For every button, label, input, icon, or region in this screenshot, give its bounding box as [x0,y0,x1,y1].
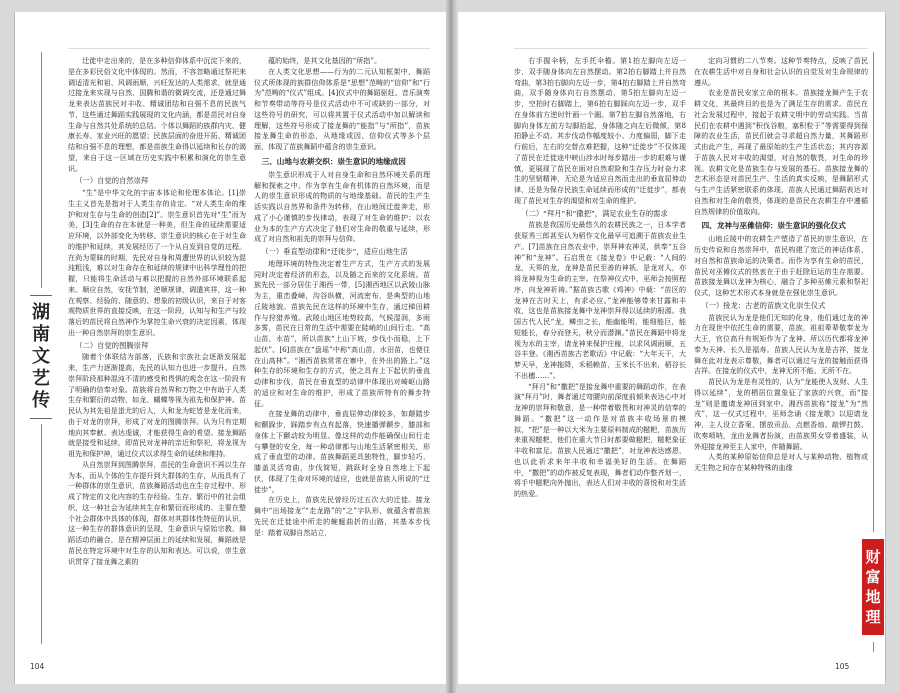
subsection-heading: （一）接龙：古老的苗族文化崇生仪式 [701,300,826,310]
section-heading: 四、龙神与巫傩信仰：崇生意识的强化仪式 [701,221,846,231]
page-number: 104 [30,662,45,671]
section-label-right: 财富地理 [862,539,884,635]
left-page [14,12,446,684]
paragraph: “拜月”和“撒把”是接龙舞中重要的舞蹈动作，在表演“拜月”时，舞者通过弯腰向前深度前倾来表达心中对龙神的崇拜和敬意，是一种带着敬畏和对神灵的信奉的舞蹈。“撒把”这一动作是对苗族丰收场景的模拟，“把”是一种以大米为主要原料制成的糍粑，苗族历来重视糍粑，他们在重大节日时都要做糍粑，糍粑象征丰收和富足。苗族人民通过“撒把”，对龙神表达感恩，也以此祈求来年丰收和幸福美好的生活。在舞蹈中，“撒把”的动作被反复表现，舞者们动作整齐划一，将手中糍粑向外抛出，表达人们对丰收的喜悦和对生活的热爱。 [514,381,686,498]
paragraph: 蕴的始终，是其文化基因的“所指”。 [268,56,382,65]
page-number: 105 [835,662,850,671]
paragraph: “生”是中华文化的宇宙本体论和伦理本体论。[1]崇生主义首先是指对于人类生存的肯定。“对人类生命的维护和对生存与生命的创造[2]”。崇生意识首先对“生”而为美，[3]生命的存在本就是一种美，但生命的延续需要适应环境，以外部变化为转移。崇生意识的核心在于对生命的维护和延续，其发展经历了一个从自发到自觉的过程。在尚为蒙昧的时期，先民对自身和周遭世界的认识较为混沌粗浅，难以对生命存在和延续的规律中出科学理性的把握，只能将生命活动与难以把握的自然外部环境联系起来。顺应自然，安抚节制，逆顺规律，调遣宾祥，这一种在观察、经验的、随意的、想象的初级认识，来自于对客观物质世界的直接反映，在这一阶段，认知与和生产与较落后的苗民将自然神作为掌控生命兴衰的决定因素，体现出一种自然崇拜的崇生意识。 [68,188,246,337]
paragraph: 从自然崇拜到图腾崇拜，苗民的生命意识不再以生存为本，而从个体的生存提升到大群体的生存，从而具有了一种群体的崇生意识，苗族舞蹈活动也在生存过程中，形成了特定的文化内容的生存经验。生存、繁衍中的社会组织，这一种社会为延续其生存和繁衍而形成的、主要在整个社会群体中具体的体现，群体对其群体性特征的认识，这一种生存的群体意识的呈现，生命意识与原始宗教、舞蹈活动的融合，是在精神层面上的延续和发展，舞蹈就是苗民在特定环境中对生存的认知和表达。可以说，崇生意识贯穿了接龙舞之素的 [68,459,246,566]
paragraph: 迁徙中走出来的，是在多种信仰体系中沉淀下来的，是在多彩民俗文化中体现的。然而，不容忽略通过祭祀来调适清光和祖、风调雨顺，兴旺发达的人类需求，就是通过接龙来实现与自然、国腾和谐的微调交流，还是通过舞龙来表达苗族民对丰收、精诚团结和自强不息的民族气节，这些通过舞蹈实践展现的文化内涵，都是苗民对自身生命与自然共处系统的总结。个体以舞蹈的族群内灾、健康长寿、家业兴旺的愿望；民族层面的奋进开拓、精诚团结和自强不息的理想，都是苗族生命得以延续和长存的渴望，来自于这一区域在历史实践中积累和演化的崇生意识。 [68,56,246,173]
sidebar-rule-bottom [41,424,42,644]
right-page [458,12,886,684]
text-column [68,56,246,656]
paragraph: 在人类文化思想——行为的二元认知框架中，舞蹈仪式所体现的族群信仰体系是“思想”范畴的“信仰”和“行为”范畴的“仪式”组成。[4]仪式中的舞蹈驱赶、音乐演奏和节奏带动等符号是仪式活动中不可或缺的一部分，对这些符号的研究，可以将其置于仪式活动中加以解读和理解，这些符号形成了接龙舞的“能指”与“所指”，苗族接龙舞生命的形态，从地缘或因、信仰仪式等多个层面，体现了苗族舞蹈中蕴含的崇生意识。 [254,66,430,151]
top-rule [514,48,868,49]
paragraph: 右手握伞柄，左手托伞檐。第1拍左脚向左迈一步，双手随身体向左自然摆动。第2拍右脚踏上并自然弯曲，第3拍右脚向左迈一步，第4拍右脚踏上并自然弯曲，双手随身体向右自然摆动，第5拍左脚向左迈一步，空拍时右脚踏上，第6拍右脚踩向左迈一步，双手在身体前方逆时针画一个圈。第7拍左脚自然落地，右脚向身体左前方勾脚抬起，身体随之向左后微倾，第8拍静止不动。其步伐动作幅度较小、力度偏弱，脚下走行前后，左右的交替点难把握，这种“迁徙步”不仅体现了苗民在迁徙途中峡山涉水时每步踏出一步的艰难与谨慎，更展现了苗民在面对自然艰险和生存压力时奋力求生的坚韧精神，无论是为适应自然而走出的垂直屈伸动律，还是为保存民族生命延续而形成的“迁徙步”，都表现了苗民对生存的渴望和对生命的维护。 [514,56,686,205]
subsection-heading: （一）垂直型动律和“迁徙步”，适应山地生活 [261,247,408,256]
left-sidebar [24,12,58,684]
sidebar-rule-top [873,52,874,532]
paragraph: 苗族民认为龙是他们无知的化身，他们通过龙的神力在现世中依托生命的需要，苗族，祖祖辈辈敬奉龙为大王，官位高升有规矩作为了龙神。所以历代都将龙神奉为天神、长久是福寿。苗族人民认为龙是吉祥，接龙舞在此对龙表示尊敬，舞者可以通过与龙的接触而获得吉祥。在接龙的仪式中，龙神无所不能、无所不在。 [694,312,868,376]
paragraph: 地理环境的特性决定着生产方式，生产方式的发展同时决定着经济的形态，以及随之而来的文化系统。苗族先民一部分居住于湘西一带，[5]湘西地区以武陵山脉为主，重峦叠嶂，沟谷纵横，河流密布，是典型的山地丘陵地貌。苗族先民在这样的环境中生存，通过梯田耕作与狩猎养殖。武陵山地区地势较高，气候湿润，多雨多雾，苗民在日常的生活中需要在陡峭的山间行走。“高山苗，水苗”，所以苗族“上山下坡，步伐小而稳，上下起伏”。[6]苗族在“盘瑶”中称“高山苗，水田苗，也便住在山高林”。“湘西苗族常常在寨中，在外出的路上。”这种生存的环境和生存的方式，使之具有上下起伏的垂直动律和步伐，苗民在垂直型的动律中体现出对崎岖山路的适应和对生命的维护，形成了苗族所特有的舞步特征。 [254,258,430,408]
text-column [694,56,868,656]
top-rule [68,48,430,49]
paragraph: 农业是苗民安家立命的根本。苗族接龙舞产生于农耕文化，其最终目的也是为了满足生存的需求。苗民在社会发展过程中，接起于农耕文明中的劳动实践。当苗民们在农耕中遇到“积伐谷粮，塞积粒于”等需要得到保障的农业生活，苗民们就会寻求超自然力量，其舞蹈形式由此产生，再现了最原始的生产生活状态；其内容源于苗族人民对丰收的渴望，对自然的敬畏，对生命的珍视。农耕文化是苗族生存与发展的基石。苗族接龙舞的艺术形态是对苗民生产、生活的真实反映，是舞蹈形式与生产生活紧密联系的体现，苗族人民通过舞蹈表达对自然和对生命的敬畏，体现的是苗民在农耕生存中遵循自然规律的价值取向。 [694,88,868,216]
text-column [254,56,430,656]
subsection-heading: （二）自觉的图腾崇拜 [75,340,149,350]
subsection-heading: （二）“拜月”和“撒把”，满足农业生存的需求 [521,208,668,218]
text-column [514,56,686,656]
paragraph: 人类的某种原始信仰总是对人与某种动物、植物或无生物之间存在某种特殊的血缘 [694,452,868,472]
paragraph: 定向习惯的二八节奏。这种节奏特点，反映了苗民在农耕生活中对自身和社会认识的自觉及对生命规律的遵从。 [694,56,868,87]
paragraph: 苗民认为龙是有灵性的，认为“龙能使人发财、人生得以延续”，龙的栖居位置象征了家族的兴衰，而“接龙”则是邀请龙神回到家中。湘西苗族称“接龙”为“然戎”，这一仪式过程中，巫师念诵《接龙歌》以迎请龙神，主人设立香案、摆放贡品、点燃香烛、敲锣打鼓、吹奏唢呐，龙由龙舞者扮演，由苗族男女穿着盛装，从外迎接龙神至主人家中，伴随舞蹈。 [694,377,868,451]
subsection-heading: （一）自觉的自然崇拜 [75,176,149,186]
sidebar-rule-bottom [873,642,874,652]
paragraph: 苗族是我国历史最悠久的农耕民族之一，日本学者获原秀三郎甚至认为稻作文化最早可追溯于苗族农业生产。[7]苗族在自然农业中，崇拜神农神灵，供奉“五谷神”和“龙神”。石启贵在《接龙卷》中记载：“人间的龙，天界的龙，龙神是苗民至善的神祇，是龙对人，亦将龙神视为生命的主宰。在祭神仪式中，巫师会按照程序，向龙神祈祷。”据苗族古歌《鸡神》中载：“苗区的龙神在古时天上，有求必应。”龙神能够带来甘露和丰收，这也是苗族接龙舞中龙神崇拜得以延续的根源。我国古代人民“龙，鳞虫之长，能幽能明，能细能巨，能短能长，春分而登天，秋分而潜渊。”苗民在舞蹈中将龙视为水的主宰，请龙神来保护庄稼，以求风调雨顺，五谷丰登。《湘西苗族古老歌话》中记载：“大年天干，大梦天早，龙神拖降，禾稻赖苗，玉米长不出来，稻谷长不出穗……”。 [514,220,686,380]
paragraph: 山地丘陵中的农耕生产塑造了苗民的崇生意识，在历史传说和自然崇拜中，苗民构建了宽泛的神话体系，对自然和苗族命运的决策者。而作为享有生命的苗民，苗民对巫傩仪式的热衷在于由于赶除厄运的生存需要。苗族接龙舞以龙神为核心，融合了多种巫傩元素和祭祀仪式，这种艺术形式本身就是在强化崇生意识。 [694,234,868,297]
book-gutter [446,0,458,693]
paragraph: 崇生意识形成于人对自身生命和自然环境关系的理解和探索之中。作为享有生命有机体的自然环境，而是人的崇生意识形成的物质的与地缘基础。苗民的生产生活实践以自然界和条件为转移，在山地间迁徙奔走，形成了小心谨慎的步伐律动，表现了对生命的维护；以农业为本的生产方式决定了他们对生命的敬重与延续，形成了对自然和祖先的崇拜与信仰。 [254,169,430,244]
paragraph: 随着个体联结为部落，氏族和宗族社会逐渐发展起来，生产力逐渐提高，先民的认知力也进一步提升。自然崇拜阶段那种混沌不清的感受和畏惧的观念在这一阶段有了明确的信奉对象。苗族将自然界和万物之中有助于人类生存和繁衍的动物，如龙、蝴蝶等视为祖先和保护神。苗民认为其先祖是蚩尤的后人，人和龙为蛇皆是龙化而来，由于对龙的崇拜，形成了对龙的图腾崇拜。认为只有定期地向其奉献、表达虔诚，才能获得生命的希望。接龙舞蹈就是接受和延续，即苗民对龙神的亲近和祭祀，将龙视为祖先和保护神，通过仪式以求得生命的延续和维持。 [68,352,246,458]
paragraph: 在历史上，苗族先民曾经历过五次大的迁徙。接龙舞中“出场接龙”“走龙路”的“之”字队形，就蕴含着苗族先民在迁徙途中所走的蜿蜒曲折的山路，其基本步伐是：踏着双脚自然站立， [254,495,430,537]
section-heading: 三、山地与农耕交织：崇生意识的地缘成因 [261,156,406,166]
section-label-left: 湖南文艺传 [30,295,52,419]
sidebar-rule-top [41,52,42,288]
paragraph: 在接龙舞的动律中，垂直屈伸动律较多，如颠踏步和颤跺步，踩踏步有点有起落，快速播弹颤步，膝部和身体上下颤动较为明显。像这样的动作能确保山间行走与攀登的安全，每一种动律都与山地生活紧密相关，形成了垂直型的动律。苗族舞蹈更具独特性，脚步轻巧，膝盖灵活弯曲，步伐简短，跳跃时全身自然地上下起伏，体现了生命对环境的适应，也就是苗族人所说的“迁徙步”。 [254,409,430,494]
